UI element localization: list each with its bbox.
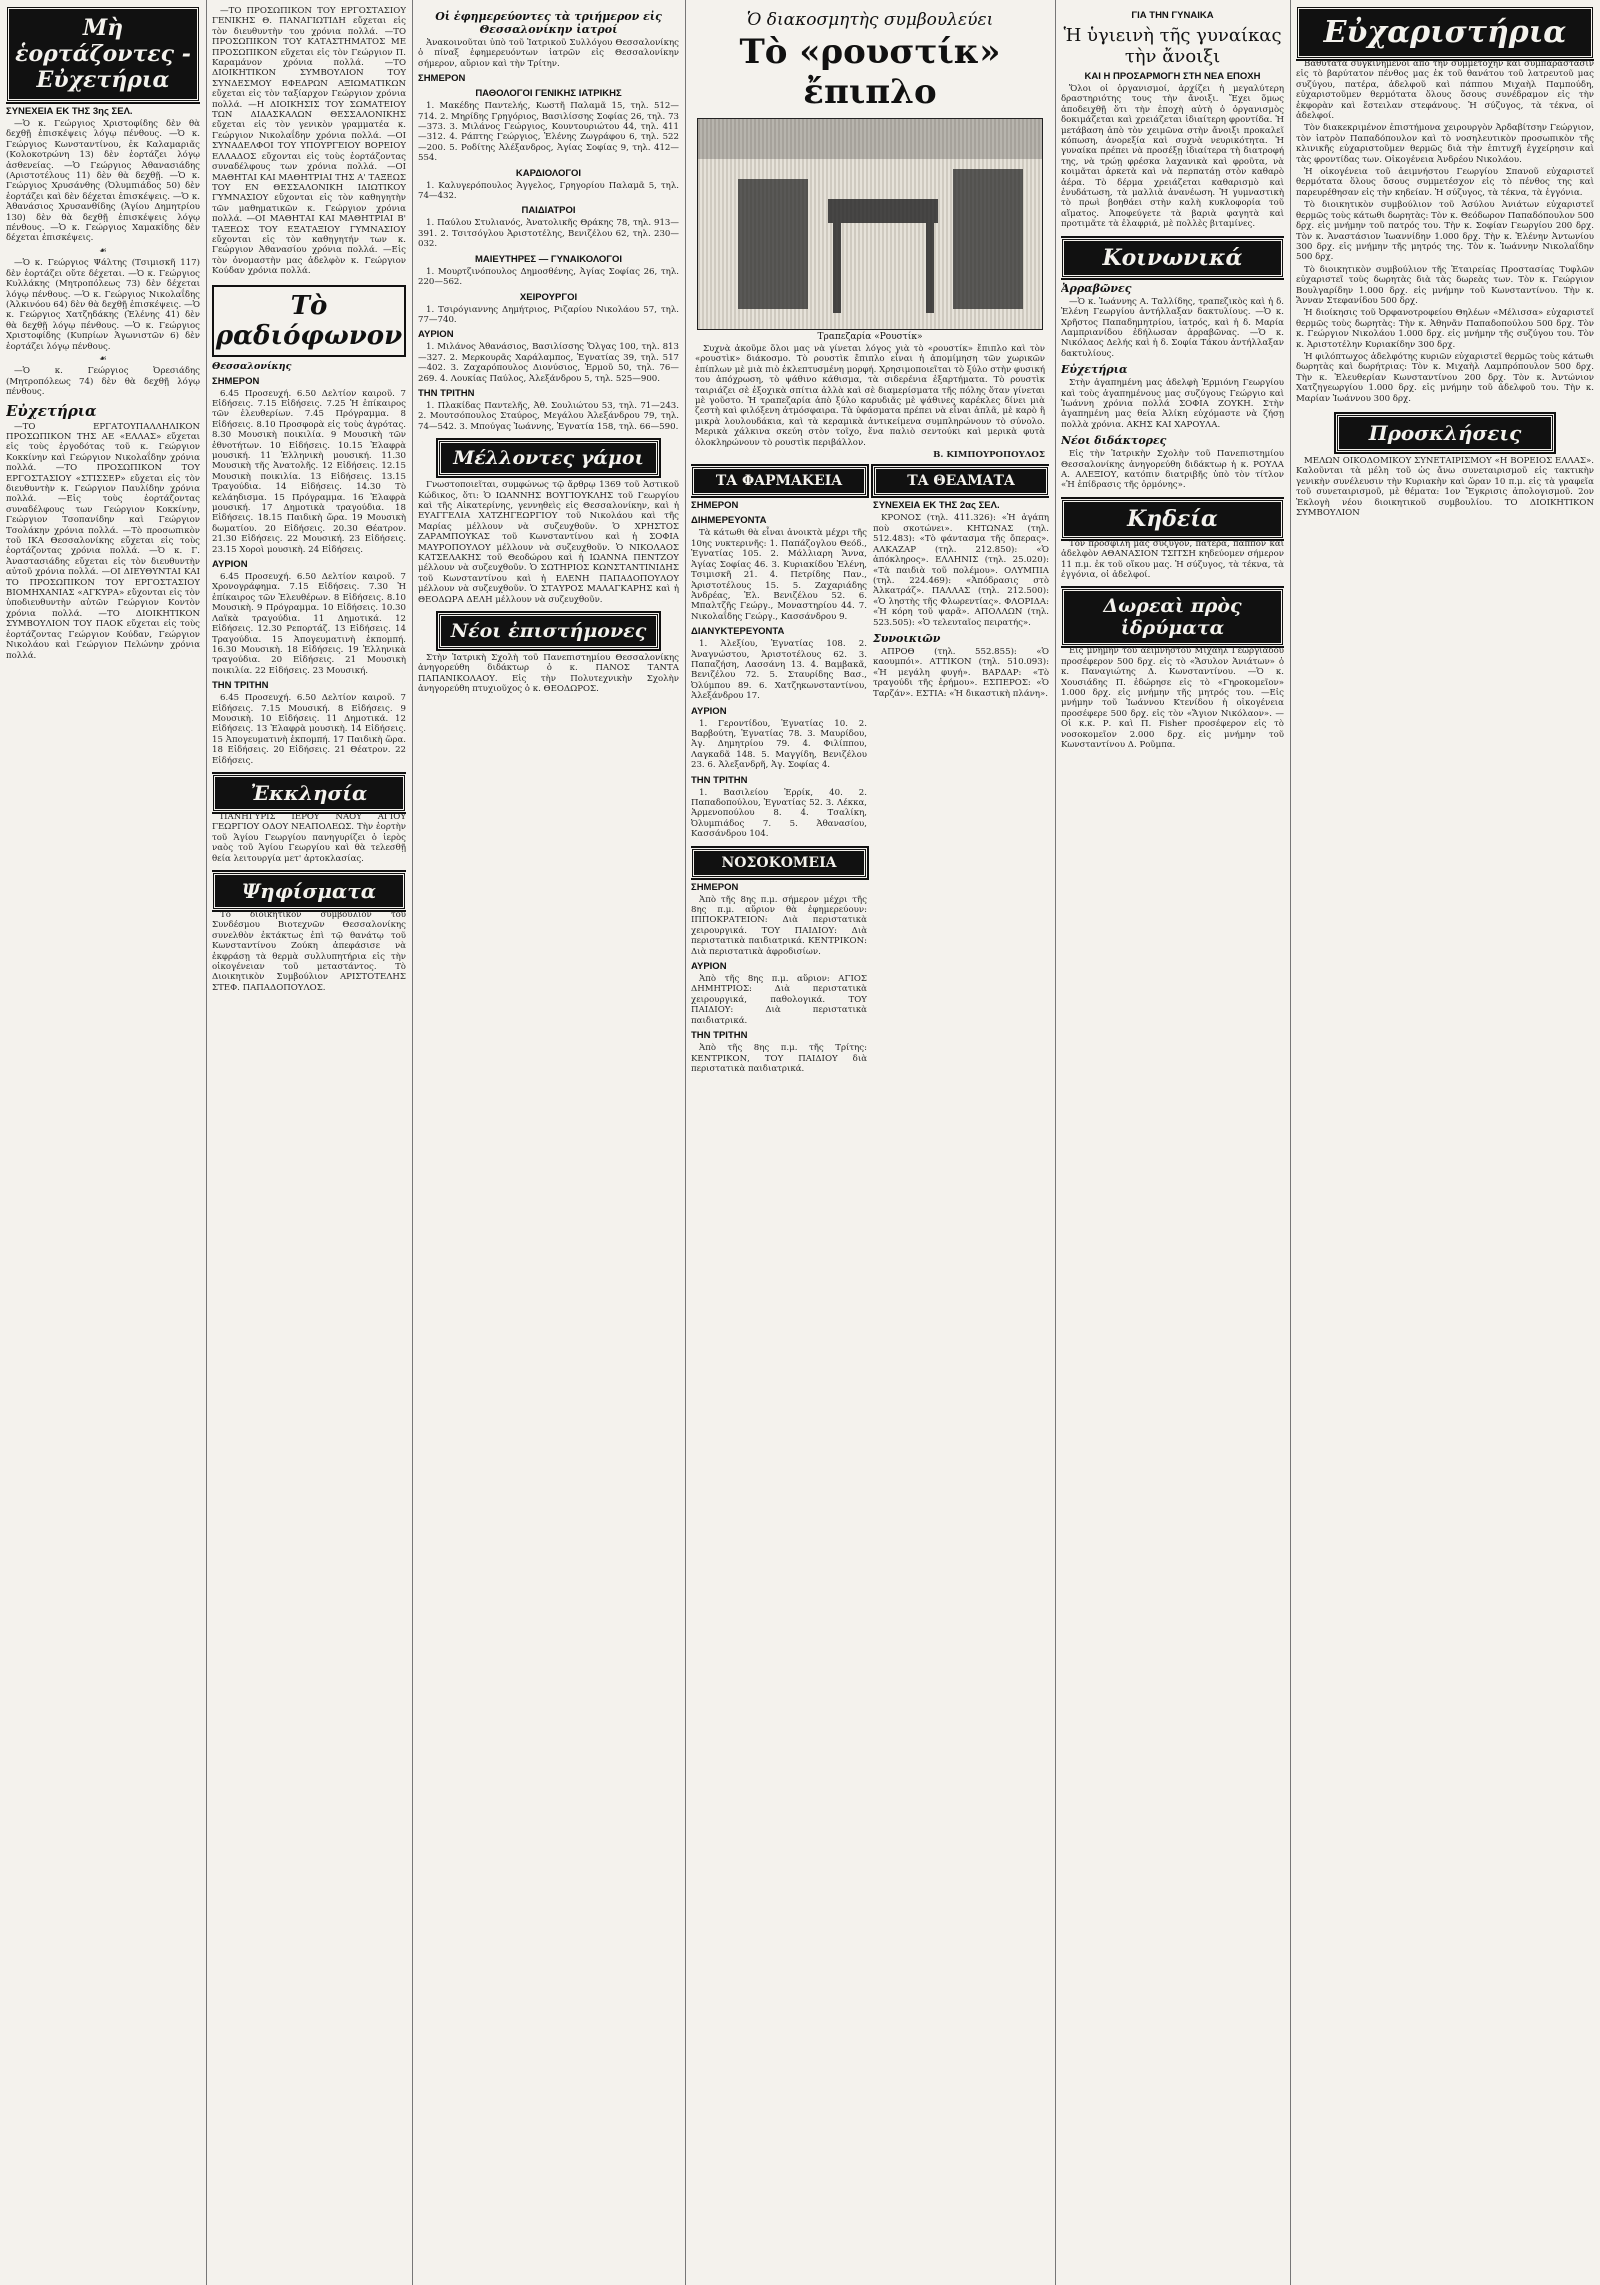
paragraph: Ἀπὸ τῆς 8ης π.μ. τῆς Τρίτης: ΚΕΝΤΡΙΚΟΝ, ΤΟΥ ΠΑΙΔΙΟΥ διὰ περιστατικὰ παιδιατρικά. <box>691 1043 867 1074</box>
hospitals-tuesday-label: ΤΗΝ ΤΡΙΤΗΝ <box>691 1030 748 1042</box>
pharmacies-tomorrow-label: ΑΥΡΙΟΝ <box>691 705 727 717</box>
new-doctors-label: Νέοι διδάκτορες <box>1061 434 1167 448</box>
paragraph: 1. Μακέδης Παντελής, Κωστῆ Παλαμᾶ 15, τηλ. 512—714. 2. Μηρίδης Γρηγόριος, Βασιλίσσης Σοφίας 26, τηλ. 73—373. 3. Μιλάνος Γεώργιος, Κουντουριώτου 44, τηλ. 411—312. 4. Ράπτης Γεώργιος, Ἐλένης Ζωγράφου 6, τηλ. 522—200. 5. Ροδίτης Ἀλέξανδρος, Ἀγίας Σοφίας 9, τηλ. 412—554. <box>418 101 679 164</box>
pharmacies-header: ΤΑ ΦΑΡΜΑΚΕΙΑ <box>691 466 867 496</box>
paragraph: —ΤΟ ΠΡΟΣΩΠΙΚΟΝ ΤΟΥ ΕΡΓΟΣΤΑΣΙΟΥ ΓΕΝΙΚΗΣ Θ. ΠΑΝΑΓΙΩΤΙΔΗ εὔχεται εἰς τὸν διευθυντὴν του χρόνια πολλά. —ΤΟ ΠΡΟΣΩΠΙΚΟΝ ΤΟΥ ΚΑΤΑΣΤΗΜΑΤΟΣ ΜΕ ΠΡΟΣΩΠΙΚΟΝ εὔχεται εἰς τὸν Γεώργιον Π. Καραμάνον χρόνια πολλά. —ΤΟ ΔΙΟΙΚΗΤΙΚΟΝ ΣΥΜΒΟΥΛΙΟΝ ΤΟΥ ΣΥΝΔΕΣΜΟΥ ΕΦΕΔΡΩΝ ΑΞΙΩΜΑΤΙΚΩΝ εὔχεται εἰς τὸν ταξίαρχον Γεώργιον χρόνια πολλά. —Η ΔΙΟΙΚΗΣΙΣ ΤΟΥ ΣΩΜΑΤΕΙΟΥ ΤΩΝ ΔΙΔΑΣΚΑΛΩΝ ΘΕΣΣΑΛΟΝΙΚΗΣ εὔχεται εἰς τὸν γενικὸν γραμματέα κ. Γεώργιον Νικολαΐδην χρόνια πολλά. —ΟΙ ΣΥΝΑΔΕΛΦΟΙ ΤΟΥ ΥΠΟΥΡΓΕΙΟΥ ΒΟΡΕΙΟΥ ΕΛΛΑΔΟΣ εὔχονται εἰς τοὺς ἑορτάζοντας συναδέλφους των χρόνια πολλά. —ΟΙ ΜΑΘΗΤΑΙ ΚΑΙ ΜΑΘΗΤΡΙΑΙ ΤΗΣ Α' ΤΑΞΕΩΣ ΤΟΥ ΕΝ ΘΕΣΣΑΛΟΝΙΚΗ ΙΔΙΩΤΙΚΟΥ ΓΥΜΝΑΣΙΟΥ εὔχονται εἰς τὸν καθηγητὴν τῶν μαθηματικῶν κ. Γεώργιον χρόνια πολλά. —ΟΙ ΜΑΘΗΤΑΙ ΚΑΙ ΜΑΘΗΤΡΙΑΙ Β' ΤΑΞΕΩΣ ΤΟΥ ΕΞΑΤΑΞΙΟΥ ΓΥΜΝΑΣΙΟΥ εὔχονται εἰς τὸν καθηγητήν των κ. Γεώργιον Ἀθανασίου χρόνια πολλά. —Εἰς τὸν ὀνομαστὴν μας ἀδελφὸν κ. Γεώργιον Κούδαν χρόνια πολλά. <box>212 6 406 277</box>
rustic-dining-photo <box>697 118 1043 330</box>
column-rule <box>685 0 686 2285</box>
radio-tomorrow-text <box>212 572 406 676</box>
paragraph: 1. Γεροντίδου, Ἐγνατίας 10. 2. Βαρβούτη, Ἐγνατίας 78. 3. Μαυρίδου, Ἀγ. Δημητρίου 79. 4. Φιλίππου, Λαγκαδᾶ 148. 5. Μαγγίδη, Βενιζέλου 23. 6. Ἀλεξανδρῆ, Ἀγ. Σοφίας 4. <box>691 718 867 771</box>
social-greetings-text <box>1061 378 1284 430</box>
social-header: Κοινωνικά <box>1061 238 1284 278</box>
paragraph: Ἡ φιλόπτωχος ἀδελφότης κυριῶν εὐχαριστεῖ θερμῶς τοὺς κάτωθι δωρητὰς καὶ δωρήτριας: Τὸν κ. Μιχαὴλ Λαμπρόπουλον 500 δρχ. Τὴν κ. Ἐλευθερίαν Κωνσταντίνου 200 δρχ. Τὸν κ. Ἀντώνιον Χατζηγεωργίου 1.000 δρχ. εἰς μνήμην τοῦ ἀδελφοῦ του. Τὴν κ. Μαρίαν Ἰωάννου 300 δρχ. <box>1296 351 1594 404</box>
invitations-text <box>1296 456 1594 518</box>
hygiene-subtitle: ΚΑΙ Η ΠΡΟΣΑΡΜΟΓΗ ΣΤΗ ΝΕΑ ΕΠΟΧΗ <box>1084 71 1261 82</box>
paragraph: Τὸν διακεκριμένον ἐπιστήμονα χειρουργὸν Ἀρδαβίτσην Γεώργιον, τὸν ἰατρὸν Παπαδόπουλον καὶ τὸ νοσηλευτικὸν προσωπικὸν τῆς κλινικῆς εὐχαριστοῦμεν θερμῶς διὰ τὴν ἐπιτυχῆ ἐγχείρησιν καὶ τὰς φροντίδας των. Οἰκογένεια Ἀνδρέου Νικολάου. <box>1296 123 1594 165</box>
paragraph: Εἰς τὴν Ἰατρικὴν Σχολὴν τοῦ Πανεπιστημίου Θεσσαλονίκης ἀνηγορεύθη διδάκτωρ ἡ κ. ΡΟΥΛΑ Α. ΑΛΕΞΙΟΥ, κατόπιν διατριβῆς ὑπὸ τὸν τίτλον «Ἡ ἐπίδρασις τῆς ὀρμόνης». <box>1061 449 1284 491</box>
hospitals-tomorrow-list <box>691 974 867 1026</box>
column-rule <box>1290 0 1291 2285</box>
paragraph: Ἀνακοινοῦται ὑπὸ τοῦ Ἰατρικοῦ Συλλόγου Θεσσαλονίκης ὁ πίναξ ἐφημερευόντων ἰατρῶν εἰς Θεσσαλονίκην σήμερον, αὔριον καὶ τὴν Τρίτην. <box>418 38 679 69</box>
paragraph: 6.45 Προσευχή. 6.50 Δελτίον καιροῦ. 7 Εἰδήσεις. 7.15 Εἰδήσεις. 7.25 Ἡ ἐπίκαιρος τῶν ἐλευθερίων. 7.45 Πρόγραμμα. 8 Εἰδήσεις. 8.10 Προσφορὰ εἰς τοὺς ἀγρότας. 8.30 Μουσικὴ ποικιλία. 9 Μουσικὴ τῶν ἐθνοτήτων. 10 Εἰδήσεις. 10.15 Ἐλαφρὰ μουσική. 11 Ἑλληνικὴ μουσική. 11.30 Μουσικὴ τῆς Ἀνατολῆς. 12 Εἰδήσεις. 12.15 Μουσικὴ ποικιλία. 13 Εἰδήσεις. 13.15 Τραγούδια. 14 Εἰδήσεις. 14.30 Τὸ κελάηδισμα. 15 Πρόγραμμα. 16 Ἐλαφρὰ μουσική. 17 Δημοτικὰ τραγούδια. 18 Εἰδήσεις. 18.15 Παιδικὴ ὥρα. 19 Μουσικὴ δωματίου. 20 Εἰδήσεις. 20.30 Θέατρον. 21.30 Εἰδήσεις. 22 Μουσική. 23 Εἰδήσεις. 23.15 Χοροὶ μουσικὴ. 24 Εἰδήσεις. <box>212 388 406 555</box>
pharmacies-tuesday-list <box>691 788 867 840</box>
invitations-header: Προσκλήσεις <box>1336 414 1554 452</box>
paragraph: Τὸ διοικητικὸν συμβούλιον τῆς Ἑταιρείας Προστασίας Τυφλῶν εὐχαριστεῖ τοὺς δωρητὰς διὰ τὰς δωρεὰς των. Τὸν κ. Γεώργιον Βουλγαρίδην 1.000 δρχ. εἰς μνήμην τοῦ Κωνσταντίνου. Τὴν κ. Ἄνναν Στεφανίδου 500 δρχ. <box>1296 264 1594 306</box>
paragraph: —Ὁ κ. Γεώργιος Ὀρεσιάδης (Μητροπόλεως 74) δὲν θὰ δεχθῇ λόγῳ πένθους. <box>6 366 200 398</box>
new-scientists-text <box>418 653 679 695</box>
hospitals-header: ΝΟΣΟΚΟΜΕΙΑ <box>691 848 867 878</box>
hospitals-today-list <box>691 895 867 957</box>
surgeons-list <box>418 305 679 326</box>
engagements-text <box>1061 297 1284 359</box>
church-header: Ἐκκλησία <box>212 774 406 812</box>
paragraph: Τὸ διοικητικὸν συμβούλιον τοῦ Συνδέσμου Βιοτεχνῶν Θεσσαλονίκης συνελθὸν ἐκτάκτως ἐπὶ τῷ θανάτῳ τοῦ Κωνσταντίνου Ζούκη ἀπεφάσισε νὰ ἐκφράσῃ τὰ θερμὰ συλλυπητήρια εἰς τὴν οἰκογένειαν τοῦ μεταστάντος. Τὸ Διοικητικὸν Συμβούλιον ΑΡΙΣΤΟΤΕΛΗΣ ΣΤΕΦ. ΠΑΠΑΔΟΠΟΥΛΟΣ. <box>212 910 406 993</box>
column-1 <box>6 6 200 2276</box>
thanks-header: Εὐχαριστήρια <box>1296 6 1594 59</box>
pharmacies-two-day-label: ΔΙΗΜΕΡΕΥΟΝΤΑ <box>691 515 767 527</box>
continuation-label: ΣΥΝΕΧΕΙΑ ΕΚ ΤΗΣ 3ης ΣΕΛ. <box>6 106 133 117</box>
paragraph: Τὸ διοικητικὸν συμβούλιον τοῦ Ἀσύλου Ἀνιάτων εὐχαριστεῖ θερμῶς τοὺς κάτωθι δωρητὰς: Τὸν κ. Θεόδωρον Παπαδόπουλον 500 δρχ. εἰς μνήμην τοῦ πατρός του. Τὴν κ. Σοφίαν Γεωργίου 200 δρχ. Τὸν κ. Ἀναστάσιον Ἰωαννίδην 1.000 δρχ. Τὴν κ. Ἑλένην Ἀντωνίου 300 δρχ. εἰς μνήμην τῆς μητρός της. Τὸν κ. Ἰωάννην Νικολαΐδην 500 δρχ. <box>1296 200 1594 263</box>
cardiology-label: ΚΑΡΔΙΟΛΟΓΟΙ <box>515 167 582 179</box>
paragraph: Ὅλοι οἱ ὀργανισμοί, ἀρχίζει ἡ μεγαλύτερη δραστηριότης τους τὴν ἄνοιξι. Ἔχει ὅμως ἀποδειχθῇ ὅτι τὴν ἐποχὴ αὐτὴ ὁ ὀργανισμὸς δοκιμάζεται καὶ χρειάζεται ἰδιαίτερη φροντίδα. Ἡ μετάβαση ἀπὸ τὸν χειμῶνα στὴν ἄνοιξι προκαλεῖ κόπωση, ἀνορεξία καὶ συχνὰ νευρικότητα. Ἡ γυναίκα πρέπει νὰ προσέξῃ ἰδιαίτερα τὴ διατροφή της, νὰ τρώῃ φρέσκα λαχανικὰ καὶ φροῦτα, νὰ κοιμᾶται ἀρκετὰ καὶ νὰ περπατάῃ στὸν καθαρὸ ἀέρα. Τὸ δέρμα χρειάζεται καθαρισμὸ καὶ ἐνυδάτωση, τὰ μαλλιὰ ἀνανέωση. Ἡ γυμναστικὴ τὸ πρωὶ βοηθάει στὴν καλὴ κυκλοφορία τοῦ αἵματος. Ἀποφεύγετε τὰ βαριὰ φαγητὰ καὶ προτιμᾶτε τὰ ἐλαφριά, μὲ πολλὲς βιταμίνες. <box>1061 84 1284 230</box>
theaters-continuation: ΣΥΝΕΧΕΙΑ ΕΚ ΤΗΣ 2ας ΣΕΛ. <box>873 500 1000 512</box>
church-text <box>212 812 406 864</box>
physicians-tomorrow-label: ΑΥΡΙΟΝ <box>418 329 454 341</box>
greetings-continued-text <box>212 6 406 277</box>
paragraph: Τὸν προσφιλῆ μας σύζυγον, πατέρα, πάππον καὶ ἀδελφὸν ΑΘΑΝΑΣΙΟΝ ΤΣΙΤΣΗ κηδεύομεν σήμερον 11 π.μ. ἐκ τοῦ οἴκου μας. Ἡ σύζυγος, τὰ τέκνα, τὰ ἐγγόνια, οἱ ἀδελφοί. <box>1061 538 1284 580</box>
paragraph: —Ὁ κ. Ἰωάννης Α. Ταλλίδης, τραπεζικὸς καὶ ἡ δ. Ἑλένη Γεωργίου ἀντήλλαξαν δακτυλίους. —Ὁ κ. Χρῆστος Παπαδημητρίου, ἰατρός, καὶ ἡ δ. Μαρία Λαμπριανίδου ἐδήλωσαν ἀρραβῶνας. —Ὁ κ. Νικόλαος Δελής καὶ ἡ δ. Σοφία Τάκου ἀντήλλαξαν δακτυλίους. <box>1061 296 1284 359</box>
physicians-tuesday-label: ΤΗΝ ΤΡΙΤΗΝ <box>418 387 475 399</box>
paragraph: 1. Μιλάνος Ἀθανάσιος, Βασιλίσσης Ὄλγας 100, τηλ. 813—327. 2. Μερκουρᾶς Χαράλαμπος, Ἐγνατίας 39, τηλ. 517—402. 3. Ζαχαρόπουλος Διονύσιος, Ἑρμοῦ 50, τηλ. 76—269. 4. Λουκίας Παύλος, Ἀλεξάνδρου 5, τηλ. 525—900. <box>418 342 679 384</box>
funeral-text <box>1061 539 1284 581</box>
resolutions-text <box>212 910 406 993</box>
theaters-section <box>873 466 1049 1076</box>
thanks-text <box>1296 59 1594 404</box>
greetings-text <box>6 422 200 661</box>
pediatrics-label: ΠΑΙΔΙΑΤΡΟΙ <box>521 205 576 217</box>
new-doctors-text <box>1061 449 1284 491</box>
paragraph: Ἡ διοίκησις τοῦ Ὀρφανοτροφείου Θηλέων «Μέλισσα» εὐχαριστεῖ θερμῶς τοὺς δωρητὰς: Τὴν κ. Ἀθηνᾶν Παπαδοπούλου 500 δρχ. Τὸν κ. Γεώργιον Νικολάου 1.000 δρχ. εἰς μνήμην τῆς συζύγου του. Τὸν κ. Ἀριστοτέλην Κυριακίδην 300 δρχ. <box>1296 308 1594 350</box>
physicians-today-label: ΣΗΜΕΡΟΝ <box>418 73 466 85</box>
paragraph: ΜΕΛΩΝ ΟΙΚΟΔΟΜΙΚΟΥ ΣΥΝΕΤΑΙΡΙΣΜΟΥ «Η ΒΟΡΕΙΟΣ ΕΛΛΑΣ». Καλοῦνται τὰ μέλη τοῦ ὡς ἄνω συνεταιρισμοῦ εἰς τακτικὴν γενικὴν συνέλευσιν τὴν Κυριακὴν καὶ ὥραν 10 π.μ. εἰς τὰ γραφεῖα τοῦ συνεταιρισμοῦ, μὲ θέματα: 1ον Ἔγκρισις ἀπολογισμοῦ. 2ον Ἐκλογὴ νέου διοικητικοῦ συμβουλίου. ΤΟ ΔΙΟΙΚΗΤΙΚΟΝ ΣΥΜΒΟΥΛΙΟΝ <box>1296 456 1594 519</box>
paragraph: ΠΑΝΗΓΥΡΙΣ ΙΕΡΟΥ ΝΑΟΥ ΑΓΙΟΥ ΓΕΩΡΓΙΟΥ ΟΔΟΥ ΝΕΑΠΟΛΕΩΣ. Τὴν ἐορτὴν τοῦ Ἁγίου Γεωργίου πανηγυρίζει ὁ ἱερὸς ναὸς τοῦ Ἁγίου Γεωργίου καὶ θὰ τελεσθῇ θεία λειτουργία μετ' ἀρτοκλασίας. <box>212 811 406 864</box>
paragraph: 1. Βασιλείου Ἐρρίκ, 40. 2. Παπαδοπούλου, Ἐγνατίας 52. 3. Λέκκα, Ἀρμενοπούλου 8. 4. Τσαλίκη, Ὀλυμπιάδος 7. 5. Ἀθανασίου, Κασσάνδρου 104. <box>691 787 867 840</box>
paragraph: Ἀπὸ τῆς 8ης π.μ. αὔριον: ΑΓΙΟΣ ΔΗΜΗΤΡΙΟΣ: Διὰ περιστατικὰ χειρουργικά, παθολογικά. ΤΟΥ ΠΑΙΔΙΟΥ: Διὰ περιστατικὰ παιδιατρικά. <box>691 974 867 1026</box>
physicians-tuesday-list <box>418 401 679 432</box>
column-5 <box>1061 6 1284 2276</box>
hospitals-tuesday-list <box>691 1043 867 1074</box>
rustic-article-text <box>695 344 1045 448</box>
paragraph: Τὰ κάτωθι θὰ εἶναι ἀνοικτὰ μέχρι τῆς 10ης νυκτερινῆς: 1. Παπάζογλου Θεόδ., Ἐγνατίας 105. 2. Μάλλιαρη Ἄννα, Ἀγίας Σοφίας 46. 3. Κυριακίδου Ἑλένη, Τσιμισκῆ 21. 4. Πετρίδης Παν., Ἀριστοτέλους 15. 5. Ζαχαριάδης Ἀνδρέας, Ἐλ. Βενιζέλου 52. 6. Μπαλτζῆς Γεώργ., Μοναστηρίου 44. 7. Νικολαΐδης Γεώργ., Κασσάνδρου 9. <box>691 528 867 622</box>
cardiology-list <box>418 181 679 202</box>
pharmacies-tuesday-label: ΤΗΝ ΤΡΙΤΗΝ <box>691 774 748 786</box>
hygiene-title: Ἡ ὑγιεινὴ τῆς γυναίκας τὴν ἄνοιξι <box>1063 25 1282 67</box>
photo-caption: Τραπεζαρία «Ρουστίκ» <box>817 332 923 342</box>
column-4 <box>691 6 1049 2276</box>
hygiene-article <box>1061 84 1284 230</box>
radio-city: Θεσσαλονίκης <box>212 360 292 372</box>
paragraph: Στὴν ἀγαπημένη μας ἀδελφὴ Ἐρμιόνη Γεωργίου καὶ τοὺς ἀγαπημένους μας συζύγους Γεώργιο καὶ Ἰωάννη χρόνια πολλά ΣΟΦΙΑ ΖΟΥΚΗ. Στὴν ἀγαπημένη μας θεία Ἀλίκη εὐχόμαστε νὰ ζήσῃ πολλὰ χρόνια. ΑΚΗΣ ΚΑΙ ΧΑΡΟΥΛΑ. <box>1061 378 1284 430</box>
column-rule <box>206 0 207 2285</box>
column-2 <box>212 6 406 2276</box>
radio-tuesday-label: ΤΗΝ ΤΡΙΤΗΝ <box>212 680 269 692</box>
paragraph: ΑΠΡΟΘ (τηλ. 552.855): «Ὁ καουμπόι». ΑΤΤΙΚΟΝ (τηλ. 510.093): «Ἡ μεγάλη φυγή». ΒΑΡΔΑΡ: «Τὸ τραγούδι τῆς ἐρήμου». ΕΣΠΕΡΟΣ: «Ὁ Ταρζάν». ΕΣΤΙΑ: «Ἡ δικαστικὴ πλάνη». <box>873 646 1049 699</box>
theaters-header: ΤΑ ΘΕΑΜΑΤΑ <box>873 466 1049 496</box>
article-author: Β. ΚΙΜΠΟΥΡΟΠΟΥΛΟΣ <box>933 450 1045 461</box>
pathology-list <box>418 101 679 163</box>
radio-tuesday-text <box>212 693 406 766</box>
engagements-label: Ἀρραβῶνες <box>1061 281 1132 295</box>
paragraph: 1. Ἀλεξίου, Ἐγνατίας 108. 2. Ἀναγνώστου, Ἀριστοτέλους 62. 3. Παπαζήση, Λασσάνη 13. 4. Βαμβακᾶ, Βενιζέλου 72. 5. Σταυρίδης Βασ., Ὀλύμπου 89. 6. Χατζηκωνσταντίνου, Ἀλεξάνδρου 17. <box>691 639 867 702</box>
hospitals-today-label: ΣΗΜΕΡΟΝ <box>691 881 739 893</box>
paragraph: Ἡ οἰκογένεια τοῦ ἀειμνήστου Γεωργίου Σπανοῦ εὐχαριστεῖ θερμότατα ὅλους ὅσους συμμετέσχον εἰς τὸ πένθος της καὶ παρευρέθησαν εἰς τὴν κηδείαν. Ἡ σύζυγος, τὰ τέκνα, τὰ ἐγγόνια. <box>1296 167 1594 198</box>
pharmacies-night-list <box>691 639 867 701</box>
gynecology-list <box>418 267 679 288</box>
hospitals-tomorrow-label: ΑΥΡΙΟΝ <box>691 961 727 973</box>
funeral-header: Κηδεία <box>1061 499 1284 539</box>
column-rule <box>1055 0 1056 2285</box>
pharmacies-section <box>691 466 867 1076</box>
donations-header: Δωρεαὶ πρὸς ἱδρύματα <box>1061 588 1284 646</box>
paragraph: —Ὁ κ. Γεώργιος Ψάλτης (Τσιμισκῆ 117) δὲν ἑορτάζει οὔτε δέχεται. —Ὁ κ. Γεώργιος Κυλλάκης (Μητροπόλεως 73) δὲν δέχεται λόγῳ πένθους. —Ὁ κ. Γεώργιος Νικολαΐδης (Ἀλκινόου 64) δὲν θὰ δεχθῇ ἐπισκέψεις. —Ὁ κ. Γεώργιος Χατζηδάκης (Ἑλένης 41) δὲν θὰ δεχθῇ λόγῳ πένθους. —Ὁ κ. Γεώργιος Χριστοφίδης (Κυπρίων Ἀγωνιστῶν 6) δὲν ἑορτάζει λόγῳ πένθους. <box>6 258 200 352</box>
pharmacies-night-label: ΔΙΑΝΥΚΤΕΡΕΥΟΝΤΑ <box>691 626 785 638</box>
column-3 <box>418 6 679 2276</box>
separator-mark: ☙ <box>99 353 107 364</box>
resolutions-header: Ψηφίσματα <box>212 872 406 910</box>
upcoming-weddings-text <box>418 480 679 605</box>
paragraph: 1. Πλακίδας Παντελῆς, Ἀθ. Σουλιώτου 53, τηλ. 71—243. 2. Μουτσόπουλος Σταύρος, Μεγάλου Ἀλεξάνδρου 79, τηλ. 74—542. 3. Μπούγας Ἰωάννης, Ἐγνατία 158, τηλ. 66—590. <box>418 400 679 432</box>
for-woman-kicker: ΓΙΑ ΤΗΝ ΓΥΝΑΙΚΑ <box>1131 10 1214 21</box>
paragraph: Βαθύτατα συγκινημένοι ἀπὸ τὴν συμμετοχὴν καὶ συμπαράστασιν εἰς τὸ βαρύτατον πένθος μας ἐκ τοῦ θανάτου τοῦ λατρευτοῦ μας συζύγου, πατέρα, ἀδελφοῦ καὶ πάππου Μιχαὴλ Παμπούδη, εὐχαριστοῦμεν θερμότατα ὅλους ὅσους συνέδραμον εἰς τὴν ἐκφορὰν καὶ ἔστειλαν στεφάνους. Ἡ σύζυγος, τὰ τέκνα, οἱ ἀδελφοί. <box>1296 59 1594 122</box>
paragraph: 6.45 Προσευχή. 6.50 Δελτίον καιροῦ. 7 Χρονογράφημα. 7.15 Εἰδήσεις. 7.30 Ἡ ἐπίκαιρος τῶν Ἐλευθέρων. 8 Εἰδήσεις. 8.10 Μουσικὴ. 9 Πρόγραμμα. 10 Εἰδήσεις. 10.30 Λαϊκὰ τραγούδια. 11 Δημοτικά. 12 Εἰδήσεις. 12.30 Ρεπορτάζ. 13 Εἰδήσεις. 14 Τραγούδια. 15 Ἀπογευματινὴ ἐκπομπή. 16.30 Μουσικὴ. 18 Εἰδήσεις. 19 Ἑλληνικὰ τραγούδια. 20 Εἰδήσεις. 21 Μουσικὴ ποικιλία. 22 Εἰδήσεις. 23 Μουσική. <box>212 572 406 676</box>
paragraph: Γνωστοποιεῖται, συμφώνως τῷ ἄρθρῳ 1369 τοῦ Ἀστικοῦ Κώδικος, ὅτι: Ὁ ΙΩΑΝΝΗΣ ΒΟΥΓΙΟΥΚΛΗΣ τοῦ Γεωργίου καὶ τῆς Αἰκατερίνης, γεννηθεὶς εἰς Θεσσαλονίκην, καὶ ἡ ΕΥΑΓΓΕΛΙΑ ΧΑΤΖΗΓΕΩΡΓΙΟΥ τοῦ Νικολάου καὶ τῆς Μαρίας μέλλουν νὰ συζευχθοῦν. Ὁ ΧΡΗΣΤΟΣ ΖΑΡΑΜΠΟΥΚΑΣ τοῦ Κωνσταντίνου καὶ ἡ ΣΟΦΙΑ ΜΑΥΡΟΠΟΥΛΟΥ μέλλουν νὰ συζευχθοῦν. Ὁ ΝΙΚΟΛΑΟΣ ΚΑΤΣΕΛΑΚΗΣ τοῦ Θεοδώρου καὶ ἡ ΙΩΑΝΝΑ ΠΕΝΤΖΟΥ μέλλουν νὰ συζευχθοῦν. Ὁ ΣΩΤΗΡΙΟΣ ΚΩΝΣΤΑΝΤΙΝΙΔΗΣ τοῦ Κωνσταντίνου καὶ ἡ ΕΛΕΝΗ ΠΑΠΑΔΟΠΟΥΛΟΥ μέλλουν νὰ συζευχθοῦν. Ὁ ΣΤΑΥΡΟΣ ΜΑΛΑΓΚΑΡΗΣ καὶ ἡ ΘΕΟΔΩΡΑ ΔΕΛΗ μέλλουν νὰ συζευχθοῦν. <box>418 480 679 605</box>
paragraph: 1. Καλυγερόπουλος Ἀγγελος, Γρηγορίου Παλαμᾶ 5, τηλ. 74—432. <box>418 180 679 202</box>
paragraph: 1. Μουρτζινόπουλος Δημοσθένης, Ἀγίας Σοφίας 26, τηλ. 220—562. <box>418 266 679 288</box>
non-celebrants-text <box>6 119 200 398</box>
neighborhood-cinemas-label: Συνοικιῶν <box>873 631 941 645</box>
services-row <box>691 466 1049 1076</box>
gynecology-label: ΜΑΙΕΥΤΗΡΕΣ — ΓΥΝΑΙΚΟΛΟΓΟΙ <box>474 253 623 265</box>
greetings-title: Εὐχετήρια <box>6 401 97 420</box>
radio-header: Τὸ ραδιόφωνον <box>212 285 406 357</box>
new-scientists-header: Νέοι ἐπιστήμονες <box>438 613 659 649</box>
pathology-label: ΠΑΘΟΛΟΓΟΙ ΓΕΝΙΚΗΣ ΙΑΤΡΙΚΗΣ <box>475 88 622 100</box>
donations-text <box>1061 646 1284 750</box>
radio-tomorrow-label: ΑΥΡΙΟΝ <box>212 559 248 571</box>
separator-mark: ☙ <box>99 245 107 256</box>
pharmacies-tomorrow-list <box>691 719 867 771</box>
non-celebrants-header: Μὴ ἑορτάζοντες - Εὐχετήρια <box>6 6 200 102</box>
radio-today-label: ΣΗΜΕΡΟΝ <box>212 375 260 387</box>
paragraph: 1. Παύλου Στυλιανός, Ἀνατολικῆς Θράκης 78, τηλ. 913—391. 2. Τσιτσόγλου Ἀριστοτέλης, Βενιζέλου 62, τηλ. 230—032. <box>418 218 679 250</box>
theaters-list <box>873 513 1049 627</box>
article-kicker: Ὁ διακοσμητὴς συμβουλεύει <box>746 10 994 30</box>
paragraph: 1. Τσιρόγιαννης Δημήτριος, Ριζαρίου Νικολάου 57, τηλ. 77—740. <box>418 304 679 325</box>
column-6 <box>1296 6 1594 2276</box>
radio-today-text <box>212 389 406 556</box>
paragraph: —ΤΟ ΕΡΓΑΤΟΥΠΑΛΛΗΛΙΚΟΝ ΠΡΟΣΩΠΙΚΟΝ ΤΗΣ ΑΕ «ΕΛΛΑΣ» εὔχεται εἰς τοὺς ἐργοδότας τοῦ κ. Γεώργιον Κοκκίνην καὶ Γεώργιον Νικολαΐδην χρόνια πολλά. —ΤΟ ΠΡΟΣΩΠΙΚΟΝ ΤΟΥ ΕΡΓΟΣΤΑΣΙΟΥ «ΣΤΙΣΣΕΡ» εὔχεται εἰς τὸν διευθυντὴν κ. Γεώργιον Παυλίδην χρόνια πολλά. —Εἰς τοὺς ἑορτάζοντας συναδέλφους των Γεώργιον Κοκκίνην, Γεώργιον Τσοπανίδην καὶ Γεώργιον Τσολάκην χρόνια πολλά. —Τὸ προσωπικὸν τοῦ ΙΚΑ Θεσσαλονίκης εὔχεται εἰς τοὺς ἑορτάζοντας χρόνια πολλά. —Ὁ κ. Γ. Ἀναστασιάδης εὔχεται εἰς τὸν διευθυντὴν αὐτοῦ χρόνια πολλά. —ΟΙ ΔΙΕΥΘΥΝΤΑΙ ΚΑΙ ΤΟ ΠΡΟΣΩΠΙΚΟΝ ΤΟΥ ΕΡΓΟΣΤΑΣΙΟΥ ΒΙΟΜΗΧΑΝΙΑΣ «ΑΓΚΥΡΑ» εὔχονται εἰς τὸν ὑποδιευθυντὴν αὐτῶν Γεώργιον Κοντὸν χρόνια πολλά. —ΤΟ ΔΙΟΙΚΗΤΙΚΟΝ ΣΥΜΒΟΥΛΙΟΝ ΤΟΥ ΠΑΟΚ εὔχεται εἰς τοὺς ἑορτάζοντας Γεώργιον Κούδαν, Γεώργιον Νικολάου καὶ Γεώργιον Πελώνην χρόνια πολλά. <box>6 421 200 661</box>
paragraph: Εἰς μνήμην τοῦ ἀειμνήστου Μιχαὴλ Γεωργιάδου προσέφερον 500 δρχ. εἰς τὸ «Ἄσυλον Ἀνιάτων» ὁ κ. Παναγιώτης Δ. Κωνσταντίνου. —Ὁ κ. Χουσιάδης Π. ἐδώρησε εἰς τὸ «Γηροκομεῖον» 1.000 δρχ. εἰς μνήμην τῆς μητρός του. —Εἰς μνήμην τοῦ Ἰωάννου Κτενίδου ἡ οἰκογένεια προσέφερε 500 δρχ. εἰς τὸν «Ἄγιον Νικόλαον». —Οἱ κ.κ. Ρ. καὶ Π. Fisher προσέφερον εἰς τὸ νοσοκομεῖον 2.000 δρχ. εἰς μνήμην τοῦ Κωνσταντίνου Δ. Ροῦμπα. <box>1061 646 1284 751</box>
surgeons-label: ΧΕΙΡΟΥΡΓΟΙ <box>519 291 578 303</box>
social-greetings-label: Εὐχετήρια <box>1061 363 1128 377</box>
upcoming-weddings-header: Μέλλοντες γάμοι <box>438 440 659 476</box>
paragraph: ΚΡΟΝΟΣ (τηλ. 411.326): «Ἡ ἀγάπη ποὺ σκοτώνει». ΚΗΤΩΝΑΣ (τηλ. 512.483): «Τὸ φάντασμα τῆς ὄπερας». ΑΛΚΑΖΑΡ (τηλ. 212.850): «Ὁ ἀπόκληρος». ΕΛΛΗΝΙΣ (τηλ. 25.020): «Τὰ παιδιὰ τοῦ πολέμου». ΟΛΥΜΠΙΑ (τηλ. 224.469): «Ἀπόδρασις στὸ Ἀλκατράζ». ΠΑΛΛΑΣ (τηλ. 212.500): «Ὁ ληστὴς τῆς Φλωρεντίας». ΦΛΟΡΙΔΑ: «Ἡ κόρη τοῦ ψαρᾶ». ΑΠΟΛΛΩΝ (τηλ. 523.505): «Ὁ τελευταῖος πειρατής». <box>873 513 1049 628</box>
pharmacies-today-list <box>691 528 867 622</box>
paragraph: Στὴν Ἰατρικὴ Σχολὴ τοῦ Πανεπιστημίου Θεσσαλονίκης ἀνηγορεύθη διδάκτωρ ὁ κ. ΠΑΝΟΣ ΤΑΝΤΑ ΠΑΠΑΝΙΚΟΛΑΟΥ. Εἰς τὴν Πολυτεχνικὴν Σχολὴν ἀνηγορεύθη πτυχιοῦχος ὁ κ. ΘΕΟΔΩΡΟΣ. <box>418 653 679 695</box>
paragraph: —Ὁ κ. Γεώργιος Χριστοφίδης δὲν θὰ δεχθῇ ἐπισκέψεις λόγῳ πένθους. —Ὁ κ. Γεώργιος Κωνσταντίνου, ἐκ Καλαμαριᾶς (Κολοκοτρώνη 13) δὲν ἑορτάζει λόγῳ ἀσθενείας. —Ὁ Γεώργιος Ἀθανασιάδης (Αριστοτέλους 11) δὲν θὰ δεχθῇ. —Ὁ κ. Γεώργιος Χρυσάνθης (Ὀλυμπιάδος 50) δὲν ἑορτάζει καὶ δὲν δέχεται ἐπισκέψεις. —Ὁ κ. Ἀθανάσιος Χρυσανθίδης (Ἀγίου Δημητρίου 130) δὲν θὰ δεχθῇ ἐπισκέψεις λόγῳ πένθους. —Ὁ κ. Γεώργιος Χαμακίδης δὲν δέχεται ἐπισκέψεις. <box>6 119 200 244</box>
paragraph: Ἀπὸ τῆς 8ης π.μ. σήμερον μέχρι τῆς 8ης π.μ. αὔριον θὰ ἐφημερεύουν: ΙΠΠΟΚΡΑΤΕΙΟΝ: Διὰ περιστατικὰ χειρουργικά. ΤΟΥ ΠΑΙΔΙΟΥ: Διὰ περιστατικὰ παιδιατρικά. ΚΕΝΤΡΙΚΟΝ: Διὰ περιστατικὰ ἀφροδισίων. <box>691 894 867 957</box>
pediatrics-list <box>418 218 679 249</box>
physicians-heading: Οἱ ἐφημερεύοντες τὰ τριήμερον εἰς Θεσσαλονίκην ἰατροί <box>435 10 662 36</box>
paragraph: Συχνὰ ἀκοῦμε ὅλοι μας νὰ γίνεται λόγος γιὰ τὸ «ρουστίκ» ἔπιπλο καὶ τὸν «ρουστὶκ» διάκοσμο. Τὸ ρουστὶκ ἔπιπλο εἶναι ἡ ἀπομίμηση τῶν χωρικῶν ἐπίπλων μὲ μιὰ πιὸ ἐκλεπτυσμένη μορφή. Χρησιμοποιεῖται τὸ ξύλο στὴν φυσική του ἀπόχρωση, τὸ ψάθινο κάθισμα, τὰ σιδερένια ἐξαρτήματα. Τὸ ρουστὶκ ταιριάζει σὲ ἐξοχικὰ σπίτια ἀλλὰ καὶ σὲ διαμερίσματα τῆς πόλης ὅταν γίνεται μὲ γοῦστο. Ἡ τραπεζαρία ἀπὸ ξύλο καρυδιᾶς μὲ ψάθινες καρέκλες δίνει μιὰ ζεστὴ καὶ φιλόξενη ἀτμόσφαιρα. Τὰ ὑφάσματα πρέπει νὰ εἶναι ἁπλᾶ, μὲ καρὸ ἢ μικρὰ λουλουδάκια, καὶ τὰ κεραμικὰ ἀντικείμενα συμπληρώνουν τὸ σύνολο. Μερικὰ χάλκινα σκεύη στὸν τοῖχο, ἕνα παλιὸ σεντούκι καὶ μερικὰ φυτὰ ὁλοκληρώνουν τὸ ρουστὶκ περιβάλλον. <box>695 344 1045 448</box>
physicians-intro <box>418 38 679 69</box>
neighborhood-cinemas-list <box>873 647 1049 699</box>
column-rule <box>412 0 413 2285</box>
pharmacies-today-label: ΣΗΜΕΡΟΝ <box>691 500 739 512</box>
paragraph: 6.45 Προσευχή. 6.50 Δελτίον καιροῦ. 7 Εἰδήσεις. 7.15 Μουσική. 8 Εἰδήσεις. 9 Μουσικὴ. 10 Εἰδήσεις. 11 Δημοτικά. 12 Εἰδήσεις. 13 Ἐλαφρὰ μουσικὴ. 14 Εἰδήσεις. 15 Ἀπογευματινὴ ἐκπομπή. 17 Παιδικὴ ὥρα. 18 Εἰδήσεις. 20 Εἰδήσεις. 21 Θέατρον. 22 Εἰδήσεις. <box>212 693 406 766</box>
article-title: Τὸ «ρουστίκ» ἔπιπλο <box>739 32 1001 112</box>
physicians-tomorrow-list <box>418 342 679 384</box>
